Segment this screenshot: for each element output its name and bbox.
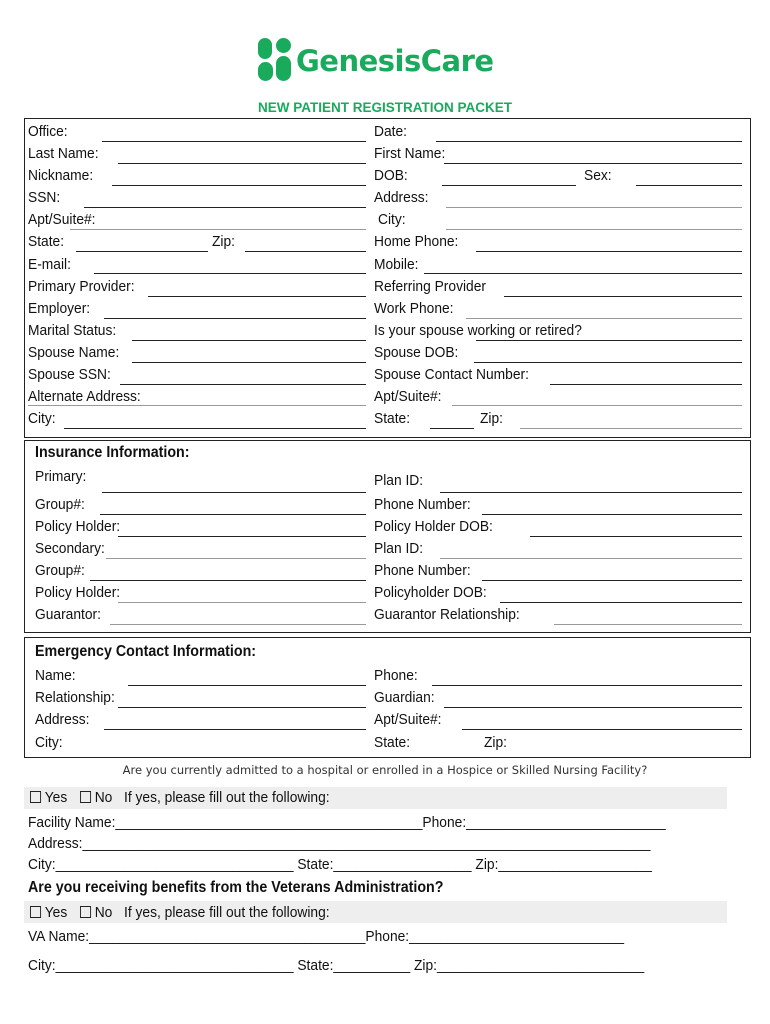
work-phone-field[interactable] xyxy=(466,318,742,319)
facility-yes-label: Yes xyxy=(44,789,68,806)
policy-holder-dob-field[interactable] xyxy=(530,536,742,537)
home-phone-label: Home Phone: xyxy=(374,233,459,250)
zip-label: Zip: xyxy=(212,233,236,250)
marital-status-field[interactable] xyxy=(132,340,366,341)
ec-relationship-field[interactable] xyxy=(118,707,366,708)
city2-field[interactable] xyxy=(446,229,742,230)
spouse-ssn-label: Spouse SSN: xyxy=(28,366,111,383)
email-label: E-mail: xyxy=(28,256,71,273)
address-field[interactable] xyxy=(446,207,742,208)
zip2-field[interactable] xyxy=(520,428,742,429)
facility-yes-checkbox[interactable] xyxy=(30,791,41,803)
va-yes-checkbox[interactable] xyxy=(30,906,41,918)
policyholder-dob-label: Policyholder DOB: xyxy=(374,584,487,601)
page-title: NEW PATIENT REGISTRATION PACKET xyxy=(258,100,512,115)
nickname-field[interactable] xyxy=(112,185,366,186)
state-label: State: xyxy=(28,233,65,250)
va-yes-label: Yes xyxy=(44,904,68,921)
facility-name-line[interactable]: Facility Name:________________________________________Phone:__________________________ xyxy=(28,814,666,831)
group2-field[interactable] xyxy=(90,580,366,581)
ec-guardian-label: Guardian: xyxy=(374,689,435,706)
ec-city-label: City: xyxy=(35,734,63,751)
facility-city-line[interactable]: City:_______________________________ State:__________________ Zip:____________________ xyxy=(28,856,652,873)
state-field[interactable] xyxy=(76,251,208,252)
ssn-label: SSN: xyxy=(28,189,61,206)
home-phone-field[interactable] xyxy=(476,251,742,252)
ec-relationship-label: Relationship: xyxy=(35,689,115,706)
spouse-working-field[interactable] xyxy=(476,340,742,341)
date-label: Date: xyxy=(374,123,407,140)
policy-holder-field[interactable] xyxy=(118,536,366,537)
ssn-field[interactable] xyxy=(84,207,366,208)
office-field[interactable] xyxy=(102,141,366,142)
phone-number2-field[interactable] xyxy=(482,580,742,581)
guarantor-relationship-field[interactable] xyxy=(554,624,742,625)
ec-apt-suite-field[interactable] xyxy=(462,729,742,730)
last-name-field[interactable] xyxy=(118,163,366,164)
apt-suite-field[interactable] xyxy=(70,229,366,230)
spouse-dob-field[interactable] xyxy=(474,362,742,363)
guarantor-label: Guarantor: xyxy=(35,606,101,623)
spouse-ssn-field[interactable] xyxy=(120,384,366,385)
secondary-label: Secondary: xyxy=(35,540,105,557)
phone-number2-label: Phone Number: xyxy=(374,562,471,579)
ec-zip-label: Zip: xyxy=(484,734,508,751)
dob-label: DOB: xyxy=(374,167,408,184)
va-question: Are you receiving benefits from the Veterans Administration? xyxy=(28,879,444,896)
sex-field[interactable] xyxy=(636,185,742,186)
phone-number-label: Phone Number: xyxy=(374,496,471,513)
plan-id-label: Plan ID: xyxy=(374,472,424,489)
va-yes-option[interactable] xyxy=(30,904,67,921)
spouse-contact-field[interactable] xyxy=(550,384,742,385)
genesiscare-logo-icon xyxy=(256,36,296,84)
spouse-dob-label: Spouse DOB: xyxy=(374,344,459,361)
genesiscare-logo xyxy=(256,36,496,88)
last-name-label: Last Name: xyxy=(28,145,99,162)
ec-name-field[interactable] xyxy=(128,685,366,686)
marital-status-label: Marital Status: xyxy=(28,322,117,339)
primary-label: Primary: xyxy=(35,468,87,485)
nickname-label: Nickname: xyxy=(28,167,94,184)
city-label: City: xyxy=(28,410,56,427)
policy-holder-dob-label: Policy Holder DOB: xyxy=(374,518,493,535)
ec-address-field[interactable] xyxy=(104,729,366,730)
primary-field[interactable] xyxy=(102,492,366,493)
va-no-label: No xyxy=(94,904,113,921)
state2-field[interactable] xyxy=(430,428,474,429)
policy-holder2-field[interactable] xyxy=(118,602,366,603)
plan-id-field[interactable] xyxy=(440,492,742,493)
spouse-working-label: Is your spouse working or retired? xyxy=(374,322,582,339)
spouse-name-label: Spouse Name: xyxy=(28,344,120,361)
mobile-label: Mobile: xyxy=(374,256,419,273)
office-label: Office: xyxy=(28,123,68,140)
ec-name-label: Name: xyxy=(35,667,76,684)
va-no-option[interactable] xyxy=(80,904,112,921)
plan-id2-label: Plan ID: xyxy=(374,540,424,557)
guarantor-relationship-label: Guarantor Relationship: xyxy=(374,606,520,623)
va-no-checkbox[interactable] xyxy=(80,906,91,918)
facility-no-checkbox[interactable] xyxy=(80,791,91,803)
brand-name: GenesisCare xyxy=(296,44,494,78)
state2-label: State: xyxy=(374,410,411,427)
policy-holder-label: Policy Holder: xyxy=(35,518,121,535)
referring-provider-label: Referring Provider xyxy=(374,278,486,295)
insurance-heading: Insurance Information: xyxy=(35,444,190,461)
sex-label: Sex: xyxy=(584,167,612,184)
email-field[interactable] xyxy=(94,273,366,274)
phone-number-field[interactable] xyxy=(482,514,742,515)
city2-label: City: xyxy=(378,211,406,228)
mobile-field[interactable] xyxy=(424,273,742,274)
first-name-field[interactable] xyxy=(444,163,742,164)
dob-field[interactable] xyxy=(442,185,576,186)
ec-apt-suite-label: Apt/Suite#: xyxy=(374,711,442,728)
facility-if-yes: If yes, please fill out the following: xyxy=(124,789,330,806)
employer-label: Employer: xyxy=(28,300,91,317)
first-name-label: First Name: xyxy=(374,145,446,162)
ec-phone-field[interactable] xyxy=(432,685,742,686)
alternate-address-field[interactable] xyxy=(28,405,366,406)
primary-provider-label: Primary Provider: xyxy=(28,278,135,295)
plan-id2-field[interactable] xyxy=(440,558,742,559)
referring-provider-field[interactable] xyxy=(504,296,742,297)
secondary-field[interactable] xyxy=(106,558,366,559)
apt-suite-label: Apt/Suite#: xyxy=(28,211,96,228)
va-name-line[interactable]: VA Name:____________________________________Phone:____________________________ xyxy=(28,928,625,945)
primary-provider-field[interactable] xyxy=(148,296,366,297)
policyholder-dob-field[interactable] xyxy=(500,602,742,603)
group-label: Group#: xyxy=(35,496,85,513)
spouse-contact-label: Spouse Contact Number: xyxy=(374,366,529,383)
apt-suite2-label: Apt/Suite#: xyxy=(374,388,442,405)
ec-state-label: State: xyxy=(374,734,411,751)
ec-address-label: Address: xyxy=(35,711,90,728)
employer-field[interactable] xyxy=(104,318,366,319)
ec-phone-label: Phone: xyxy=(374,667,418,684)
guarantor-field[interactable] xyxy=(110,624,366,625)
group-field[interactable] xyxy=(100,514,366,515)
va-city-line[interactable]: City:_______________________________ State:__________ Zip:___________________________ xyxy=(28,957,645,974)
facility-yes-option[interactable] xyxy=(30,789,67,806)
facility-no-label: No xyxy=(94,789,113,806)
facility-no-option[interactable] xyxy=(80,789,112,806)
group2-label: Group#: xyxy=(35,562,85,579)
zip2-label: Zip: xyxy=(480,410,504,427)
work-phone-label: Work Phone: xyxy=(374,300,454,317)
emergency-heading: Emergency Contact Information: xyxy=(35,643,257,660)
alternate-address-label: Alternate Address: xyxy=(28,388,141,405)
address-label: Address: xyxy=(374,189,429,206)
policy-holder2-label: Policy Holder: xyxy=(35,584,121,601)
spouse-name-field[interactable] xyxy=(132,362,366,363)
apt-suite2-field[interactable] xyxy=(452,405,742,406)
ec-guardian-field[interactable] xyxy=(444,707,742,708)
city-field[interactable] xyxy=(64,428,366,429)
va-if-yes: If yes, please fill out the following: xyxy=(124,904,330,921)
date-field[interactable] xyxy=(436,141,742,142)
zip-field[interactable] xyxy=(245,251,366,252)
facility-address-line[interactable]: Address:__________________________________________________________________________ xyxy=(28,835,651,852)
facility-question: Are you currently admitted to a hospital or enrolled in a Hospice or Skilled Nursing Facility? xyxy=(122,763,648,777)
